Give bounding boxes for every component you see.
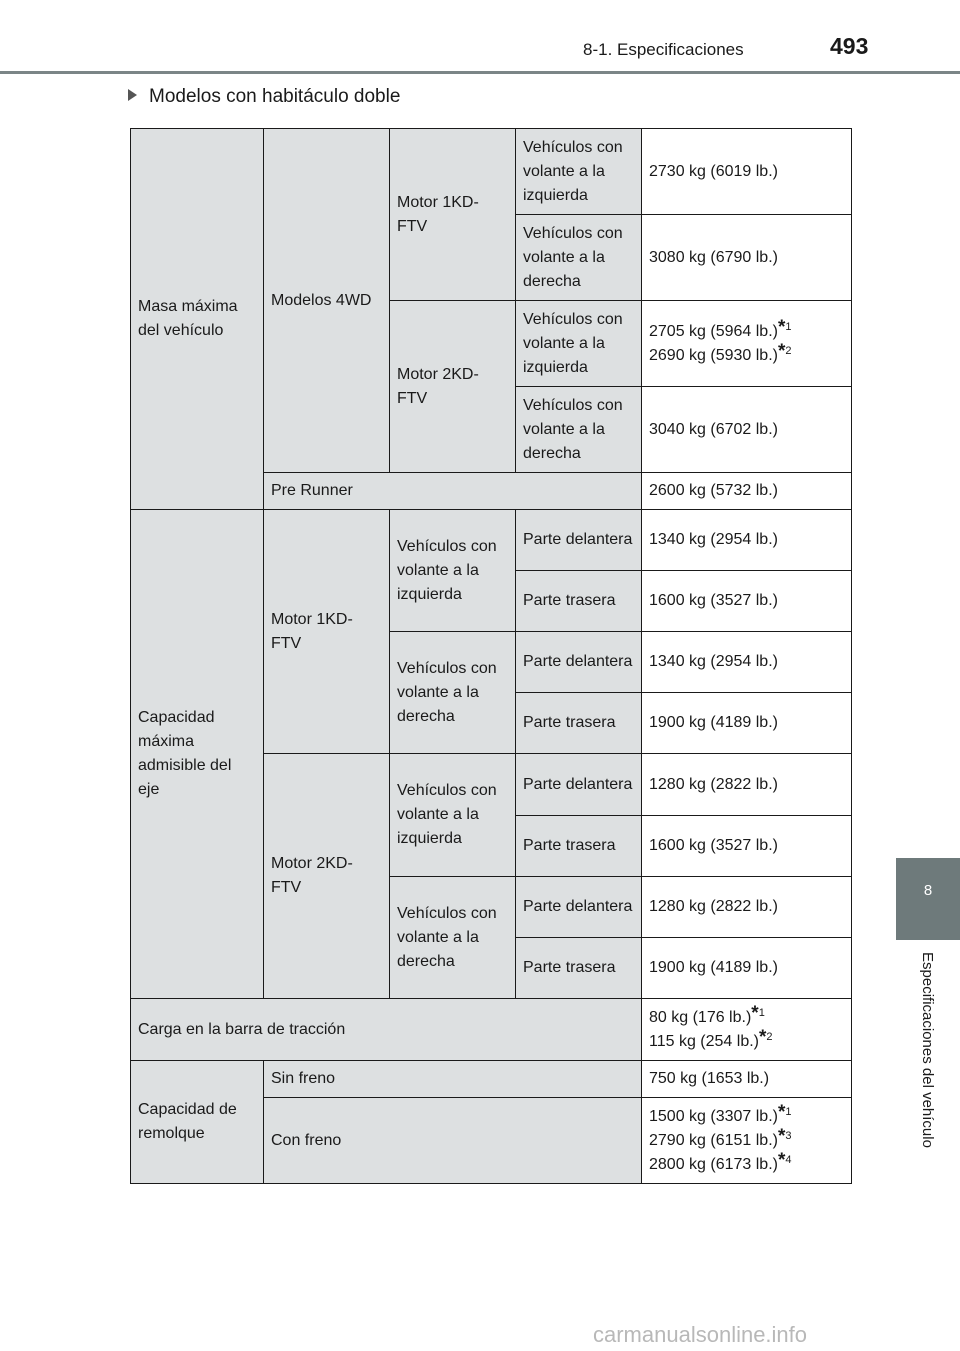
con-freno-value-1: 1500 kg (3307 lb.) xyxy=(649,1107,778,1125)
watermark: carmanualsonline.info xyxy=(593,1322,808,1347)
masa-2kd-der-value: 3040 kg (6702 lb.) xyxy=(642,387,852,473)
barra-value xyxy=(642,999,852,1061)
eje-1kd-der-del-label: Parte delantera xyxy=(516,632,642,693)
masa-1kd-der-label: Vehículos con volante a la derecha xyxy=(516,215,642,301)
eje-1kd-izq-label: Vehículos con volante a la izquierda xyxy=(390,510,516,632)
footnote-star-icon: * xyxy=(777,1101,786,1123)
barra-value-2: 115 kg (254 lb.) xyxy=(649,1032,759,1050)
page-number: 493 xyxy=(830,33,869,59)
con-freno-value-2: 2790 kg (6151 lb.) xyxy=(649,1131,778,1149)
header-section-title: 8-1. Especificaciones xyxy=(583,40,744,59)
chapter-label-text: Especificaciones del vehículo xyxy=(919,952,936,1148)
eje-2kd-der-del-label: Parte delantera xyxy=(516,877,642,938)
eje-2kd-izq-del-value: 1280 kg (2822 lb.) xyxy=(642,754,852,816)
masa-1kd-izq-value: 2730 kg (6019 lb.) xyxy=(642,129,852,215)
con-freno-value xyxy=(642,1098,852,1184)
footnote-ref: 2 xyxy=(766,1030,773,1043)
eje-1kd-der-tra-label: Parte trasera xyxy=(516,693,642,754)
eje-1kd-der-label: Vehículos con volante a la derecha xyxy=(390,632,516,754)
header-rule xyxy=(0,71,960,74)
con-freno-value-3: 2800 kg (6173 lb.) xyxy=(649,1155,778,1173)
footnote-star-icon: * xyxy=(759,1026,767,1048)
masa-2kd-izq-value-1: 2705 kg (5964 lb.) xyxy=(649,322,778,340)
eje-1kd-izq-del-label: Parte delantera xyxy=(516,510,642,571)
eje-1kd-izq-tra-value: 1600 kg (3527 lb.) xyxy=(642,571,852,632)
masa-motor-1kd-label: Motor 1KD-FTV xyxy=(390,129,516,301)
footnote-star-icon: * xyxy=(751,1002,759,1024)
footnote-ref: 2 xyxy=(785,344,792,357)
eje-1kd-izq-tra-label: Parte trasera xyxy=(516,571,642,632)
section-subtitle xyxy=(128,86,400,108)
footnote-star-icon: * xyxy=(777,340,786,362)
subtitle-text: Modelos con habitáculo doble xyxy=(149,86,401,107)
footnote-star-icon: * xyxy=(777,316,786,338)
masa-label: Masa máxima del vehículo xyxy=(131,129,264,510)
masa-1kd-izq-label: Vehículos con volante a la izquierda xyxy=(516,129,642,215)
eje-1kd-der-del-value: 1340 kg (2954 lb.) xyxy=(642,632,852,693)
footnote-ref: 1 xyxy=(785,320,792,333)
masa-motor-2kd-label: Motor 2KD-FTV xyxy=(390,301,516,473)
masa-1kd-der-value: 3080 kg (6790 lb.) xyxy=(642,215,852,301)
eje-2kd-der-tra-label: Parte trasera xyxy=(516,938,642,999)
chapter-number: 8 xyxy=(923,882,933,899)
eje-motor-1kd-label: Motor 1KD-FTV xyxy=(264,510,390,754)
eje-2kd-izq-label: Vehículos con volante a la izquierda xyxy=(390,754,516,877)
modelos-4wd-label: Modelos 4WD xyxy=(264,129,390,473)
chapter-tab xyxy=(896,858,960,940)
footnote-ref: 4 xyxy=(785,1153,792,1166)
sin-freno-label: Sin freno xyxy=(264,1061,642,1098)
masa-2kd-izq-value-2: 2690 kg (5930 lb.) xyxy=(649,346,778,364)
pre-runner-value: 2600 kg (5732 lb.) xyxy=(642,473,852,510)
eje-2kd-der-tra-value: 1900 kg (4189 lb.) xyxy=(642,938,852,999)
eje-1kd-der-tra-value: 1900 kg (4189 lb.) xyxy=(642,693,852,754)
con-freno-label: Con freno xyxy=(264,1098,642,1184)
eje-2kd-izq-del-label: Parte delantera xyxy=(516,754,642,816)
eje-label: Capacidad máxima admisible del eje xyxy=(131,510,264,999)
footnote-ref: 3 xyxy=(785,1129,792,1142)
sin-freno-value: 750 kg (1653 lb.) xyxy=(642,1061,852,1098)
footnote-star-icon: * xyxy=(777,1149,786,1171)
pre-runner-label: Pre Runner xyxy=(264,473,642,510)
eje-2kd-der-label: Vehículos con volante a la derecha xyxy=(390,877,516,999)
remolque-label: Capacidad de remolque xyxy=(131,1061,264,1184)
triangle-bullet-icon xyxy=(128,89,137,101)
eje-motor-2kd-label: Motor 2KD-FTV xyxy=(264,754,390,999)
masa-2kd-izq-value xyxy=(642,301,852,387)
footnote-ref: 1 xyxy=(785,1105,792,1118)
eje-2kd-izq-tra-value: 1600 kg (3527 lb.) xyxy=(642,816,852,877)
footnote-star-icon: * xyxy=(777,1125,786,1147)
masa-2kd-izq-label: Vehículos con volante a la izquierda xyxy=(516,301,642,387)
eje-2kd-der-del-value: 1280 kg (2822 lb.) xyxy=(642,877,852,938)
specifications-table xyxy=(130,128,852,1184)
eje-1kd-izq-del-value: 1340 kg (2954 lb.) xyxy=(642,510,852,571)
barra-label: Carga en la barra de tracción xyxy=(131,999,642,1061)
masa-2kd-der-label: Vehículos con volante a la derecha xyxy=(516,387,642,473)
barra-value-1: 80 kg (176 lb.) xyxy=(649,1008,752,1026)
footnote-ref: 1 xyxy=(758,1006,765,1019)
eje-2kd-izq-tra-label: Parte trasera xyxy=(516,816,642,877)
